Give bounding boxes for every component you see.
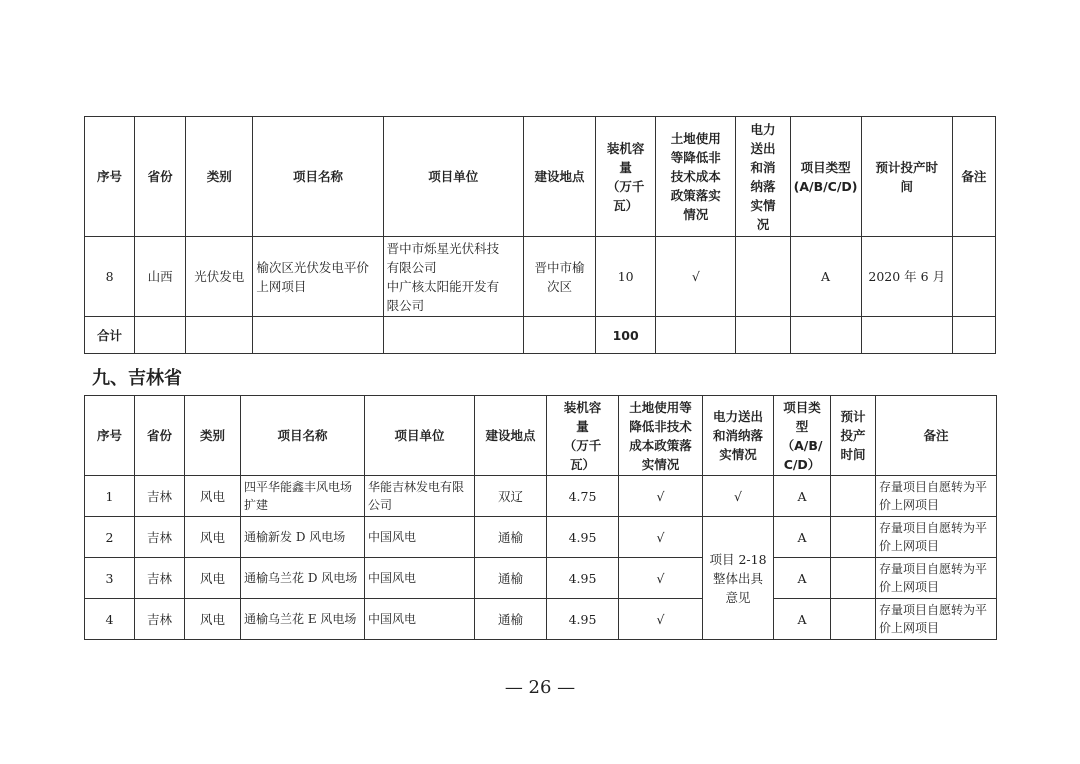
table-row: [85, 558, 997, 599]
table-row: [85, 517, 997, 558]
row-capacity: 4.75: [547, 476, 619, 517]
row-land-check: √: [656, 237, 736, 317]
row-no: 3: [85, 558, 135, 599]
header-project-unit: 项目单位: [383, 117, 523, 237]
row-location: 双辽: [475, 476, 547, 517]
row-capacity: 4.95: [547, 517, 619, 558]
row-category: 风电: [185, 517, 241, 558]
row-category: 风电: [185, 476, 241, 517]
header-power-delivery: 电力 送出 和消 纳落 实情 况: [736, 117, 790, 237]
header-remark: 备注: [952, 117, 995, 237]
row-land-check: √: [619, 476, 703, 517]
row-no: 1: [85, 476, 135, 517]
row-type: A: [790, 237, 861, 317]
header-project-name: 项目名称: [241, 396, 365, 476]
row-capacity: 4.95: [547, 599, 619, 640]
row-land-check: √: [619, 517, 703, 558]
row-time: 2020 年 6 月: [861, 237, 952, 317]
row-category: 光伏发电: [186, 237, 253, 317]
row-location: 通榆: [475, 558, 547, 599]
total-row: [85, 317, 996, 354]
header-category: 类别: [185, 396, 241, 476]
row-location: 通榆: [475, 599, 547, 640]
row-project-name: 通榆新发 D 风电场: [241, 517, 365, 558]
header-power-delivery: 电力送出 和消纳落 实情况: [703, 396, 774, 476]
jilin-project-table: [84, 395, 997, 640]
table-row: [85, 237, 996, 317]
row-type: A: [774, 476, 831, 517]
header-project-type: 项目类 型 （A/B/ C/D）: [774, 396, 831, 476]
row-project-name: 四平华能鑫丰风电场扩建: [241, 476, 365, 517]
page-number: — 26 —: [504, 677, 576, 698]
row-location: 通榆: [475, 517, 547, 558]
row-no: 8: [85, 237, 135, 317]
row-no: 4: [85, 599, 135, 640]
row-province: 吉林: [135, 558, 185, 599]
header-remark: 备注: [876, 396, 997, 476]
header-project-unit: 项目单位: [365, 396, 475, 476]
row-type: A: [774, 599, 831, 640]
merged-power-note: 项目 2-18 整体出具 意见: [703, 517, 774, 640]
header-capacity: 装机容 量 （万千 瓦）: [547, 396, 619, 476]
row-province: 吉林: [135, 599, 185, 640]
row-no: 2: [85, 517, 135, 558]
row-project-name: 榆次区光伏发电平价上网项目: [253, 237, 383, 317]
row-type: A: [774, 517, 831, 558]
row-project-name: 通榆乌兰花 D 风电场: [241, 558, 365, 599]
header-expected-time: 预计 投产 时间: [831, 396, 876, 476]
row-project-unit: 中国风电: [365, 558, 475, 599]
row-project-unit: 晋中市烁星光伏科技 有限公司 中广核太阳能开发有 限公司: [383, 237, 523, 317]
header-project-type: 项目类型 (A/B/C/D): [790, 117, 861, 237]
row-land-check: √: [619, 558, 703, 599]
header-no: 序号: [85, 117, 135, 237]
header-expected-time: 预计投产时 间: [861, 117, 952, 237]
row-power: [736, 237, 790, 317]
row-time: [831, 558, 876, 599]
header-location: 建设地点: [523, 117, 595, 237]
row-category: 风电: [185, 558, 241, 599]
header-project-name: 项目名称: [253, 117, 383, 237]
row-power-check: √: [703, 476, 774, 517]
row-time: [831, 476, 876, 517]
row-remark: 存量项目自愿转为平价上网项目: [876, 599, 997, 640]
row-type: A: [774, 558, 831, 599]
header-land-policy: 土地使用等 降低非技术 成本政策落 实情况: [619, 396, 703, 476]
row-time: [831, 599, 876, 640]
shanxi-project-table: [84, 116, 996, 354]
row-project-unit: 华能吉林发电有限公司: [365, 476, 475, 517]
row-project-unit: 中国风电: [365, 517, 475, 558]
row-location: 晋中市榆 次区: [523, 237, 595, 317]
header-land-policy: 土地使用 等降低非 技术成本 政策落实 情况: [656, 117, 736, 237]
row-capacity: 10: [596, 237, 656, 317]
row-remark: 存量项目自愿转为平价上网项目: [876, 517, 997, 558]
header-no: 序号: [85, 396, 135, 476]
row-province: 山西: [135, 237, 186, 317]
row-remark: 存量项目自愿转为平价上网项目: [876, 558, 997, 599]
table-row: [85, 476, 997, 517]
row-province: 吉林: [135, 476, 185, 517]
total-capacity: 100: [596, 317, 656, 354]
header-capacity: 装机容 量 （万千 瓦）: [596, 117, 656, 237]
row-time: [831, 517, 876, 558]
row-province: 吉林: [135, 517, 185, 558]
section-title: 九、吉林省: [92, 368, 182, 389]
header-location: 建设地点: [475, 396, 547, 476]
row-project-name: 通榆乌兰花 E 风电场: [241, 599, 365, 640]
header-province: 省份: [135, 396, 185, 476]
table-header-row: [85, 117, 996, 237]
total-label: 合计: [85, 317, 135, 354]
header-province: 省份: [135, 117, 186, 237]
table-header-row: [85, 396, 997, 476]
row-remark: 存量项目自愿转为平价上网项目: [876, 476, 997, 517]
table-row: [85, 599, 997, 640]
row-project-unit: 中国风电: [365, 599, 475, 640]
row-remark: [952, 237, 995, 317]
row-land-check: √: [619, 599, 703, 640]
row-capacity: 4.95: [547, 558, 619, 599]
header-category: 类别: [186, 117, 253, 237]
row-category: 风电: [185, 599, 241, 640]
